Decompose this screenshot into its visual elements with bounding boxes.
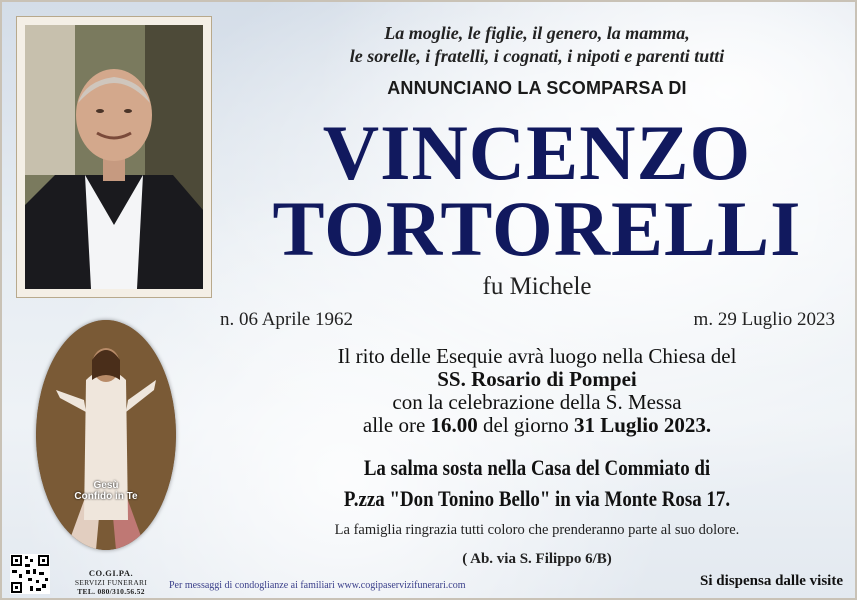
family-line-1: La moglie, le figlie, il genero, la mamma, xyxy=(384,23,690,43)
announcement-heading: ANNUNCIANO LA SCOMPARSA DI xyxy=(387,78,687,98)
family-line-2: le sorelle, i fratelli, i cognati, i nipoti e parenti tutti xyxy=(349,46,725,66)
divine-mercy-illustration xyxy=(36,320,176,550)
viewing-line-1: La salma sosta nella Casa del Commiato di xyxy=(363,455,711,480)
father-name: fu Michele xyxy=(482,273,592,300)
deceased-last-name: TORTORELLI xyxy=(272,185,802,272)
funeral-details xyxy=(232,345,842,437)
home-address: ( Ab. via S. Filippo 6/B) xyxy=(462,551,612,567)
deceased-first-name: VINCENZO xyxy=(322,109,752,196)
funeral-line-4 xyxy=(232,414,842,437)
funeral-home-logo xyxy=(60,568,162,596)
caption-line-2: Confido in Te xyxy=(74,491,138,502)
portrait-frame xyxy=(16,16,212,298)
qr-code-icon[interactable] xyxy=(10,554,50,594)
funeral-time: 16.00 xyxy=(430,413,478,437)
family-thanks: La famiglia ringrazia tutti coloro che prenderanno parte al suo dolore. xyxy=(334,522,740,538)
no-visits-note: Si dispensa dalle visite xyxy=(700,573,843,589)
viewing-line-2: P.zza "Don Tonino Bello" in via Monte Rosa 17. xyxy=(343,486,731,511)
funeral-home-name: CO.GI.PA. xyxy=(88,568,134,578)
viewing-location xyxy=(275,452,800,514)
birth-date: n. 06 Aprile 1962 xyxy=(220,309,353,330)
portrait-illustration xyxy=(25,25,203,289)
church-name: SS. Rosario di Pompei xyxy=(437,367,637,391)
funeral-date: 31 Luglio 2023. xyxy=(574,413,712,437)
condolences-link[interactable]: Per messaggi di condoglianze ai familiari www.cogipaservizifunerari.com xyxy=(169,580,466,591)
date-prefix: del giorno xyxy=(477,413,574,437)
family-announcement xyxy=(232,22,842,68)
divine-mercy-image xyxy=(36,320,176,550)
funeral-line-3: con la celebrazione della S. Messa xyxy=(392,390,682,414)
time-prefix: alle ore xyxy=(362,413,431,437)
jesus-caption xyxy=(36,480,176,502)
death-date: m. 29 Luglio 2023 xyxy=(693,309,835,330)
funeral-home-subtitle: SERVIZI FUNERARI xyxy=(74,578,148,587)
funeral-line-1: Il rito delle Esequie avrà luogo nella Chiesa del xyxy=(337,344,737,368)
portrait-photo xyxy=(25,25,203,289)
funeral-home-phone: TEL. 080/310.56.52 xyxy=(77,587,145,596)
caption-line-1: Gesù xyxy=(93,480,119,491)
